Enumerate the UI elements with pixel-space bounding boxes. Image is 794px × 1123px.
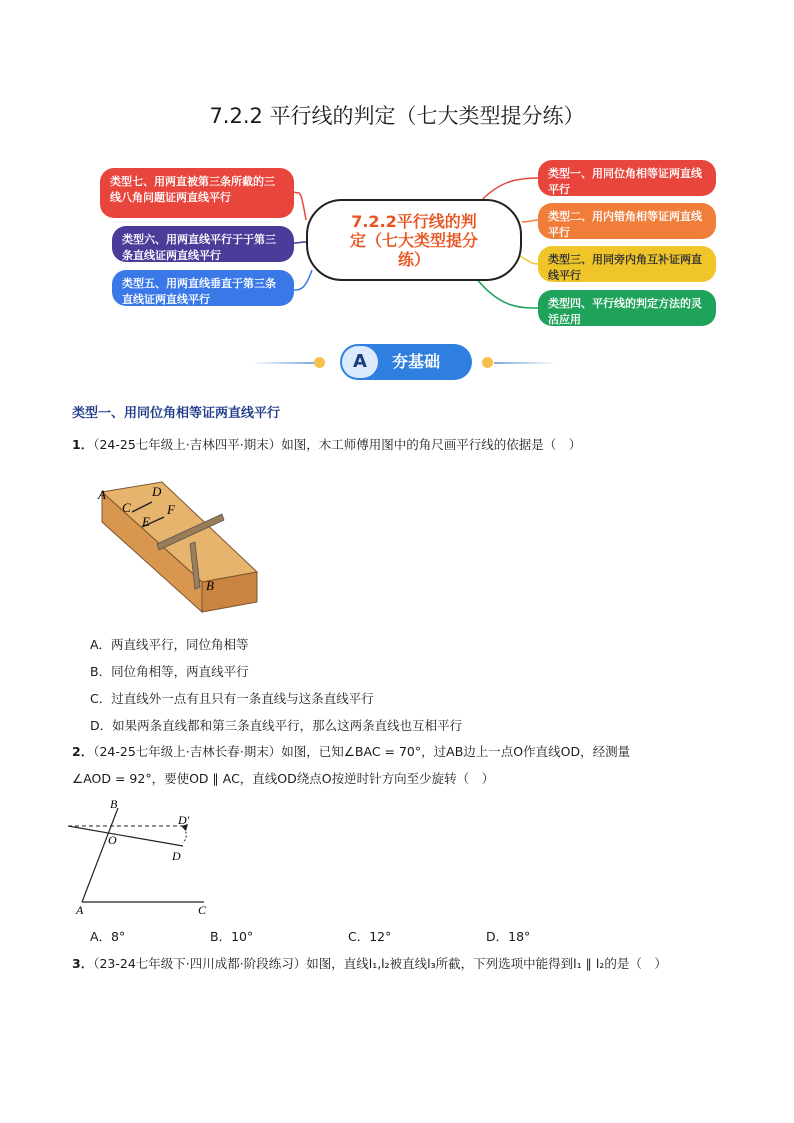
q2-option-b[interactable]: B．10° [210,929,254,944]
q2-label-A: A [76,903,84,917]
q1-label-D: D [152,484,162,499]
carpenter-square-figure [72,462,272,622]
q2-label-C: C [198,903,207,917]
q1-label-A: A [98,487,106,502]
question-3: 3．（23-24七年级下·四川成都·阶段练习）如图，直线l₁,l₂被直线l₃所截，下列选项中能得到l₁ ∥ l₂的是（ ） [72,956,667,971]
q1-label-B: B [206,578,214,593]
question-2: 2．（24-25七年级上·吉林长春·期末）如图，已知∠BAC = 70°，过AB边上一点O作直线OD，经测量 ∠AOD = 92°，要使OD ∥ AC，直线OD绕点O按逆时针方向至少旋转（ ） [72,744,631,786]
mindmap-type3: 类型三、用同旁内角互补证两直线平行 [538,246,716,282]
q2-label-O: O [108,833,117,847]
q1-label-E: E [142,514,150,529]
q2-label-Dprime: D′ [178,813,190,827]
angle-figure [68,796,228,918]
q2-label-D: D [172,849,181,863]
mindmap-type7: 类型七、用两直被第三条所截的三线八角问题证两直线平行 [100,168,294,218]
q1-option-d[interactable]: D．如果两条直线都和第三条直线平行，那么这两条直线也互相平行 [90,718,463,733]
q1-option-b[interactable]: B．同位角相等，两直线平行 [90,664,249,679]
section-heading: 类型一、用同位角相等证两直线平行 [72,406,281,421]
band-letter: A [342,346,378,378]
mindmap-type5: 类型五、用两直线垂直于第三条直线证两直线平行 [112,270,294,306]
question-1: 1．（24-25七年级上·吉林四平·期末）如图，木工师傅用图中的角尺画平行线的依据是（ ） [72,437,582,452]
q1-label-F: F [167,502,175,517]
mindmap-type1: 类型一、用同位角相等证两直线平行 [538,160,716,196]
page-title: 7.2.2 平行线的判定（七大类型提分练） [209,104,585,128]
q2-option-c[interactable]: C．12° [348,929,392,944]
mindmap-type6: 类型六、用两直线平行于于第三条直线证两直线平行 [112,226,294,262]
section-band [0,344,794,380]
q2-option-d[interactable]: D．18° [486,929,531,944]
q2-option-a[interactable]: A．8° [90,929,126,944]
band-text: 夯基础 [392,352,441,371]
mindmap-center: 7.2.2平行线的判 定（七大类型提分 练） [306,199,522,281]
q1-label-C: C [122,500,131,515]
q1-option-c[interactable]: C．过直线外一点有且只有一条直线与这条直线平行 [90,691,374,706]
q1-option-a[interactable]: A．两直线平行，同位角相等 [90,637,249,652]
mindmap-type2: 类型二、用内错角相等证两直线平行 [538,203,716,239]
q2-label-B: B [110,797,118,811]
mindmap-type4: 类型四、平行线的判定方法的灵活应用 [538,290,716,326]
